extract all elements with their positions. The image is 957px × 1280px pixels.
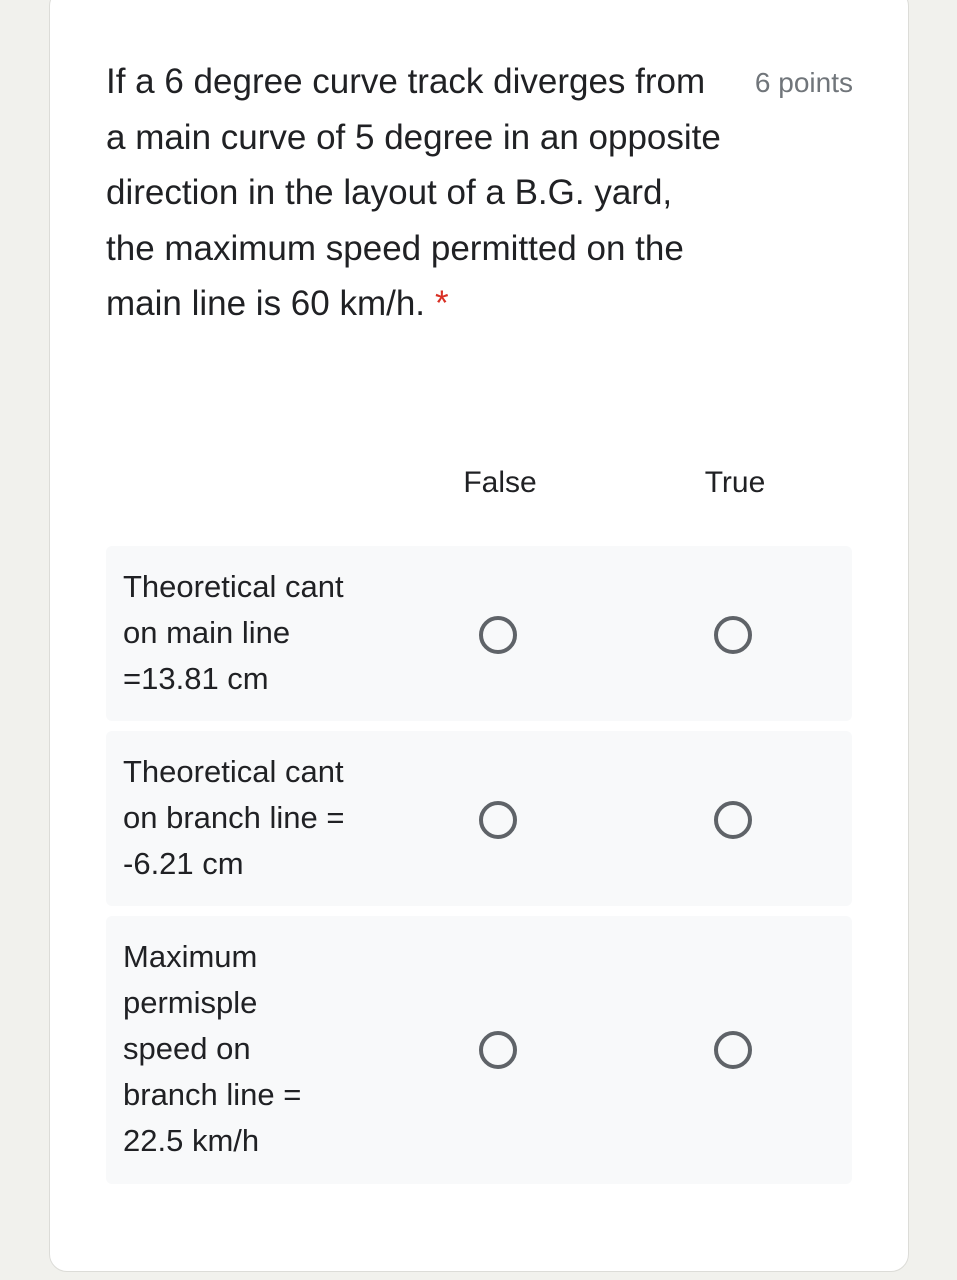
- grid-row-branch-line-speed: [106, 916, 852, 1184]
- radio-row2-false[interactable]: [479, 801, 517, 839]
- points-label: 6 points: [754, 67, 853, 98]
- question-text: If a 6 degree curve track diverges from a main curve of 5 degree in an opposite direction in the layout of a B.G. yard, the maximum speed permitted on the main line is 60 km/h.: [106, 62, 721, 323]
- column-header-true: True: [704, 466, 766, 499]
- radio-row2-true[interactable]: [714, 801, 752, 839]
- row-label: Theoretical cant on main line =13.81 cm: [123, 569, 344, 696]
- radio-row3-false[interactable]: [479, 1031, 517, 1069]
- radio-row3-true[interactable]: [714, 1031, 752, 1069]
- row-label: Theoretical cant on branch line = -6.21 cm: [123, 754, 345, 881]
- radio-row1-false[interactable]: [479, 616, 517, 654]
- question-title: [106, 54, 726, 332]
- grid-row-main-line-cant: [106, 546, 852, 721]
- grid-row-branch-line-cant: [106, 731, 852, 906]
- column-header-false: False: [463, 466, 537, 499]
- required-asterisk: *: [435, 284, 449, 323]
- radio-row1-true[interactable]: [714, 616, 752, 654]
- row-label: Maximum permisple speed on branch line = 22.5 km/h: [123, 939, 302, 1158]
